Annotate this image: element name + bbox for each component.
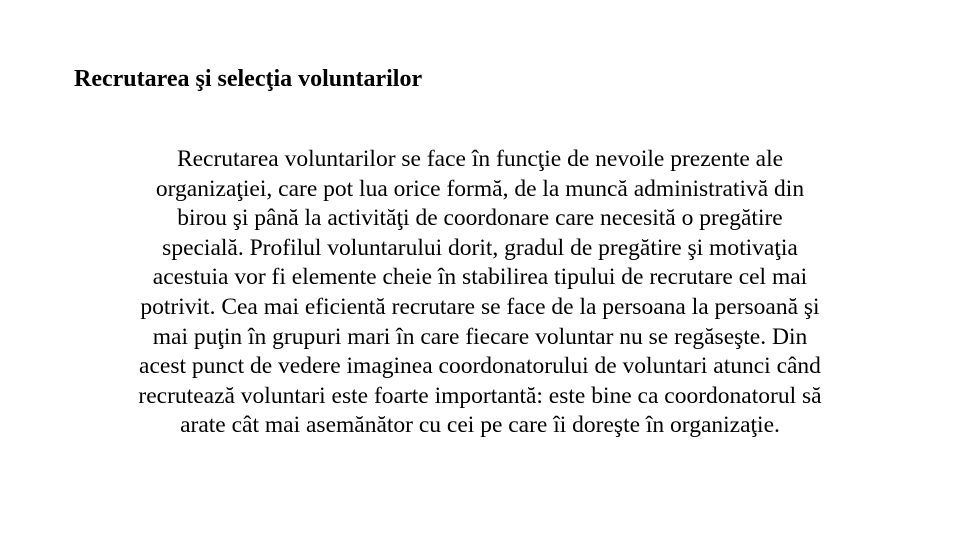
body-line: specială. Profilul voluntarului dorit, gradul de pregătire şi motivaţia — [162, 234, 798, 261]
body-line: recrutează voluntari este foarte importantă: este bine ca coordonatorul să — [138, 382, 822, 409]
body-line: organizaţiei, care pot lua orice formă, de la muncă administrativă din — [155, 175, 805, 202]
body-line: arate cât mai asemănător cu cei pe care îi doreşte în organizaţie. — [180, 412, 780, 439]
body-line: mai puţin în grupuri mari în care fiecare voluntar nu se regăseşte. Din — [152, 323, 808, 350]
body-line: Recrutarea voluntarilor se face în funcţie de nevoile prezente ale — [176, 146, 784, 172]
slide-body-text — [40, 145, 920, 441]
body-line: acest punct de vedere imaginea coordonatorului de voluntari atunci când — [139, 353, 821, 380]
body-line: acestuia vor fi elemente cheie în stabilirea tipului de recrutare cel mai — [152, 264, 808, 291]
body-line: potrivit. Cea mai eficientă recrutare se face de la persoana la persoană şi — [140, 293, 820, 320]
body-line: birou şi până la activităţi de coordonare care necesită o pregătire — [177, 205, 783, 232]
slide-title: Recrutarea şi selecţia voluntarilor — [74, 66, 423, 92]
